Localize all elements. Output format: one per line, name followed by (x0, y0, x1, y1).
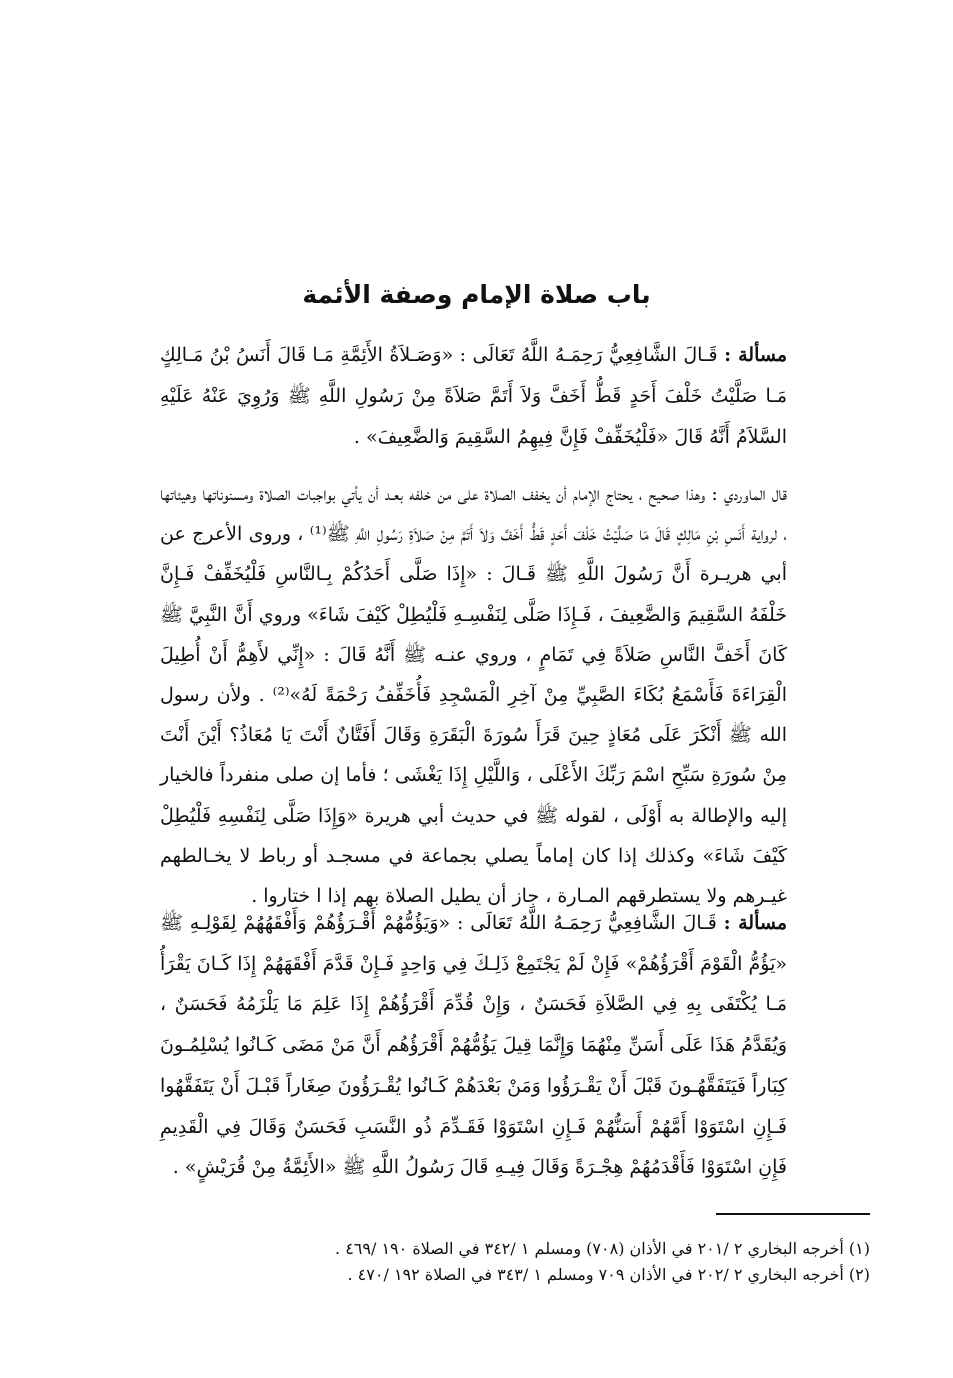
footnote-2: (٢) أخرجه البخاري ٢ /٢٠٢ في الأذان ٧٠٩ ومسلم ١ /٣٤٣ في الصلاة ١٩٢ /٤٧٠ . (347, 1265, 870, 1284)
masala-2-text: قَـالَ الشَّافِعِيُّ رَحِمَـهُ اللَّهُ تَعَالَى : «وَيَؤُمُّهُمْ أَقْـرَؤُهُمْ وَأَفْقَهُهُمْ لِقَوْلِـهِ ﷺ «يَؤُمُّ الْقَوْمَ أَقْرَؤُهُمْ» فَإِنْ لَمْ يَجْتَمِعْ ذَلِـكَ فِي وَاحِدٍ فَـإِنْ قَدَّمَ أَفْقَهَهُمْ إِذَا كَـانَ يَقْرَأُ مَـا يُكْتَفَى بِهِ فِي الصَّلاَةِ فَحَسَنٌ ، وَإِنْ قُدِّمَ أَقْرَؤُهُمْ إِذَا عَلِمَ مَا يَلْزَمُهُ فَحَسَنٌ ، وَيُقَدَّمُ هَذَا عَلَى أَسَنِّ مِنْهُمَا وَإِنَّمَا قِيلَ يَؤُمُّهُمْ أَقْرَؤُهُم أَنَّ مَنْ مَضَى كَـانُوا يُسْلِمُـونَ كِبَاراً فَيَتَفَقَّهُـونَ قَبْلَ أَنْ يَقْـرَؤُوا وَمَنْ بَعْدَهُمْ كَـانُوا يُقْـرَؤُونَ صِغَاراً قَبْـلَ أَنْ يَتَفَقَّهُوا فَـإِنِ اسْتَوَوْا أَمَّهُمْ أَسَنُّهُمْ فَـإِنِ اسْتَوَوْا فَقَـدِّمَ ذُو النَّسَبِ فَحَسَنٌ وَقَالَ فِي الْقَدِيمِ فَإِنِ اسْتَوَوْا فَأَقْدَمُهُمْ هِجْـرَةً وَقَالَ فِيـهِ قَالَ رَسُولُ اللَّهِ ﷺ «الأَئِمَّةُ مِنْ قُرَيْشٍ» . (160, 912, 787, 1179)
footnotes (200, 1236, 870, 1288)
masala-1-text: قَـالَ الشَّافِعِيُّ رَحِمَـهُ اللَّهُ تَعَالَى : «وَصَـلاَةُ الأَئِمَّةِ مَـا قَالَ أَنَسُ بْنُ مَـالِكٍ مَـا صَلَّيْتُ خَلْفَ أَحَدٍ قَطُّ أَخَفَّ وَلاَ أَتَمَّ صَلاَةً مِنْ رَسُولِ اللَّهِ ﷺ وَرُوِيَ عَنْهُ عَلَيْهِ السَّلاَمُ أَنَّهُ قَالَ «فَلْيُخَفِّفْ فَإِنَّ فِيهِمُ السَّقِيمَ وَالضَّعِيفَ» . (160, 344, 787, 448)
mawardi-text: قال الماوردي : وهذا صحيح ، يحتاج الإمام أن يخفف الصلاة على من خلفه بعـد أن يأتي بواجبات الصلاة ومسنوناتها وهيئاتها ، لرواية أَنَسِ بْنِ مَالِكٍ قَالَ مَا صَلَّيْتُ خَلْفَ أَحَدٍ قَطُّ أَخَفَّ وَلاَ أَتَمَّ مِنْ صَلاَةِ رَسُولِ اللَّهِ ﷺ⁽¹⁾ ، وروى الأعرج عن أبي هريـرة أَنَّ رَسُولَ اللَّهِ ﷺ قَـالَ : «إِذَا صَلَّى أَحَدُكُمْ بِـالنَّاسِ فَلْيُخَفِّفْ فَـإِنَّ خَلْفَهُ السَّقِيمَ وَالضَّعِيفَ ، فَـإِذَا صَلَّى لِنَفْسِـهِ فَلْيُطِلْ كَيْفَ شَاءَ» وروي أَنَّ النَّبِيَّ ﷺ كَانَ أَخَفَّ النَّاسِ صَلاَةً فِي تَمَامٍ ، وروي عنـه ﷺ أَنَّهُ قَالَ : «إِنِّي لأَهِمُّ أَنْ أُطِيلَ الْقِرَاءَةَ فَأَسْمَعُ بُكَاءَ الصَّبِيِّ مِنْ آخِرِ الْمَسْجِدِ فَأُخَفِّفُ رَحْمَةً لَهُ»⁽²⁾ . ولأن رسول الله ﷺ أَنْكَرَ عَلَى مُعَاذٍ حِينَ قَرَأَ سُورَةَ الْبَقَرَةِ وَقَالَ أَفَتَّانٌ أَنْتَ يَا مُعَاذُ؟ أَيْنَ أَنْتَ مِنْ سُورَةِ سَبِّحِ اسْمَ رَبِّكَ الأَعْلَى ، وَاللَّيْلِ إِذَا يَغْشَى ؛ فأما إن صلى منفرداً فالخيار إليه والإطالة به أَوْلَى ، لقوله ﷺ في حديث أبي هريرة «وَإِذَا صَلَّى لِنَفْسِهِ فَلْيُطِلْ كَيْفَ شَاءَ» وكذلك إذا كان إماماً يصلي بجماعة في مسجـد أو رباط لا يخـالطهم غيـرهم ولا يستطرقهم المـارة ، جاز أن يطيل الصلاة بهم إذا ا ختاروا . (160, 483, 787, 908)
footnote-divider (716, 1213, 870, 1215)
masala-2-label: مسألة : (723, 912, 787, 934)
masala-1-paragraph (160, 335, 787, 458)
masala-2-paragraph (160, 903, 787, 1188)
mawardi-commentary (160, 474, 787, 916)
masala-1-label: مسألة : (724, 344, 788, 366)
chapter-title: باب صلاة الإمام وصفة الأئمة (302, 279, 651, 309)
footnote-1: (١) أخرجه البخاري ٢ /٢٠١ في الأذان (٧٠٨) ومسلم ١ /٣٤٢ في الصلاة ١٩٠ /٤٦٩ . (335, 1239, 870, 1258)
